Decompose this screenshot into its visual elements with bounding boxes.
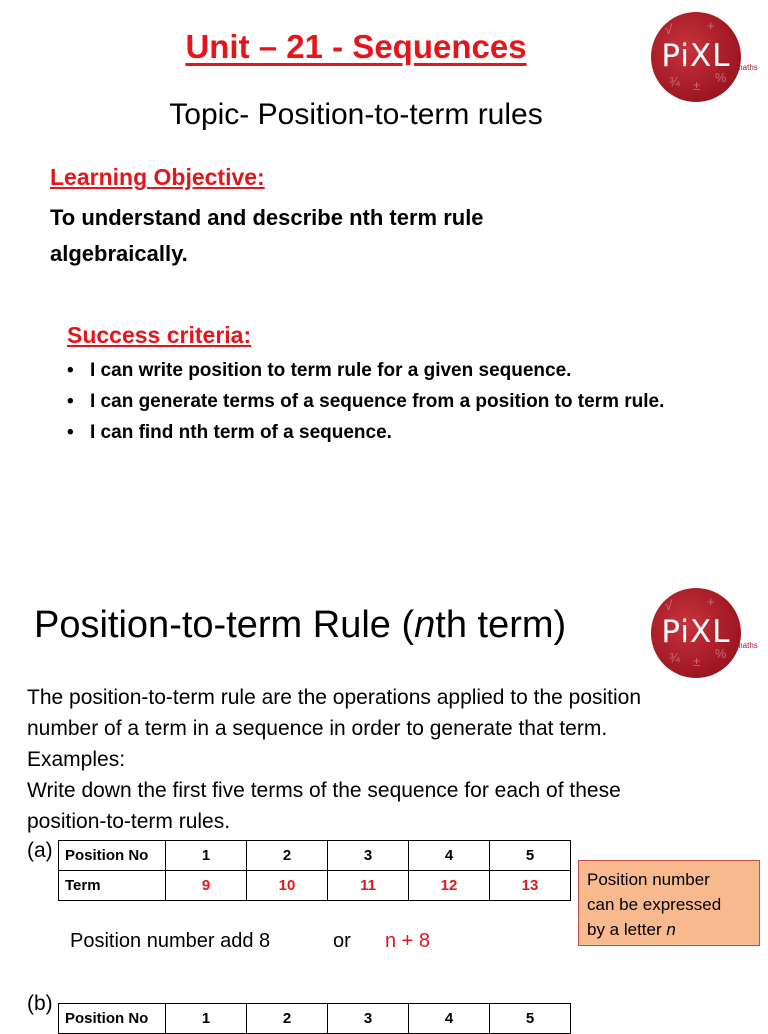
title-n: n — [414, 604, 436, 646]
learning-objective-text: To understand and describe nth term rule algebraically. — [50, 205, 484, 266]
row-header: Position No — [59, 841, 166, 871]
slide-title — [34, 604, 566, 647]
learning-objective-heading: Learning Objective: — [50, 164, 265, 190]
paragraph-line: Examples: — [27, 748, 126, 771]
logo-text: PiXL — [661, 614, 731, 650]
position-cell: 5 — [490, 1004, 571, 1034]
list-item: • I can write position to term rule for a given sequence. — [67, 360, 572, 381]
pixl-logo: √ + % ¾ ± PiXL — [651, 588, 741, 678]
position-cell: 4 — [409, 1004, 490, 1034]
term-cell: 12 — [409, 871, 490, 901]
note-box — [578, 860, 760, 946]
intro-paragraph — [27, 682, 747, 837]
term-cell: 13 — [490, 871, 571, 901]
note-line: can be expressed — [587, 895, 722, 914]
rule-algebraic: n + 8 — [385, 930, 431, 952]
example-b-table — [58, 1003, 571, 1034]
position-cell: 4 — [409, 841, 490, 871]
position-cell: 1 — [166, 841, 247, 871]
paragraph-line: position-to-term rules. — [27, 810, 231, 833]
paragraph-line: number of a term in a sequence in order to generate that term. — [27, 717, 608, 740]
list-item: • I can generate terms of a sequence from a position to term rule. — [67, 391, 665, 412]
table-row — [59, 1004, 571, 1034]
table-row — [59, 841, 571, 871]
row-header: Position No — [59, 1004, 166, 1034]
position-cell: 3 — [328, 1004, 409, 1034]
position-cell: 2 — [247, 841, 328, 871]
unit-title: Unit – 21 - Sequences — [185, 28, 527, 65]
position-cell: 2 — [247, 1004, 328, 1034]
example-a-label: (a) — [27, 839, 53, 862]
paragraph-line: Write down the first five terms of the sequence for each of these — [27, 779, 621, 802]
logo-text: PiXL — [661, 38, 731, 74]
position-cell: 3 — [328, 841, 409, 871]
title-suffix: th term) — [435, 604, 567, 646]
position-cell: 1 — [166, 1004, 247, 1034]
title-prefix: Position-to-term Rule ( — [34, 604, 415, 646]
slide-unit-21 — [0, 0, 768, 512]
topic-title: Topic- Position-to-term rules — [169, 98, 543, 131]
term-cell: 9 — [166, 871, 247, 901]
table-row — [59, 871, 571, 901]
note-line: Position number — [587, 870, 710, 889]
criterion-text: I can write position to term rule for a given sequence. — [90, 360, 572, 381]
note-variable: n — [666, 920, 676, 939]
success-criteria-list — [67, 355, 687, 448]
list-item: • I can find nth term of a sequence. — [67, 422, 392, 443]
criterion-text: I can generate terms of a sequence from a position to term rule. — [90, 391, 665, 412]
slide-position-to-term — [0, 512, 768, 1027]
note-text: by a letter — [587, 920, 667, 939]
term-cell: 11 — [328, 871, 409, 901]
row-header: Term — [59, 871, 166, 901]
rule-in-words: Position number add 8 — [70, 930, 271, 952]
term-cell: 10 — [247, 871, 328, 901]
paragraph-line: The position-to-term rule are the operations applied to the position — [27, 686, 642, 709]
position-cell: 5 — [490, 841, 571, 871]
logo-subtext: maths — [736, 641, 758, 650]
example-a-table — [58, 840, 571, 901]
pixl-logo: √ + % ¾ ± PiXL — [651, 12, 741, 102]
criterion-text: I can find nth term of a sequence. — [90, 422, 392, 443]
logo-subtext: maths — [736, 63, 758, 72]
rule-or: or — [333, 930, 351, 952]
note-line — [587, 917, 751, 942]
success-criteria-heading: Success criteria: — [67, 322, 252, 348]
example-b-label: (b) — [27, 992, 53, 1015]
